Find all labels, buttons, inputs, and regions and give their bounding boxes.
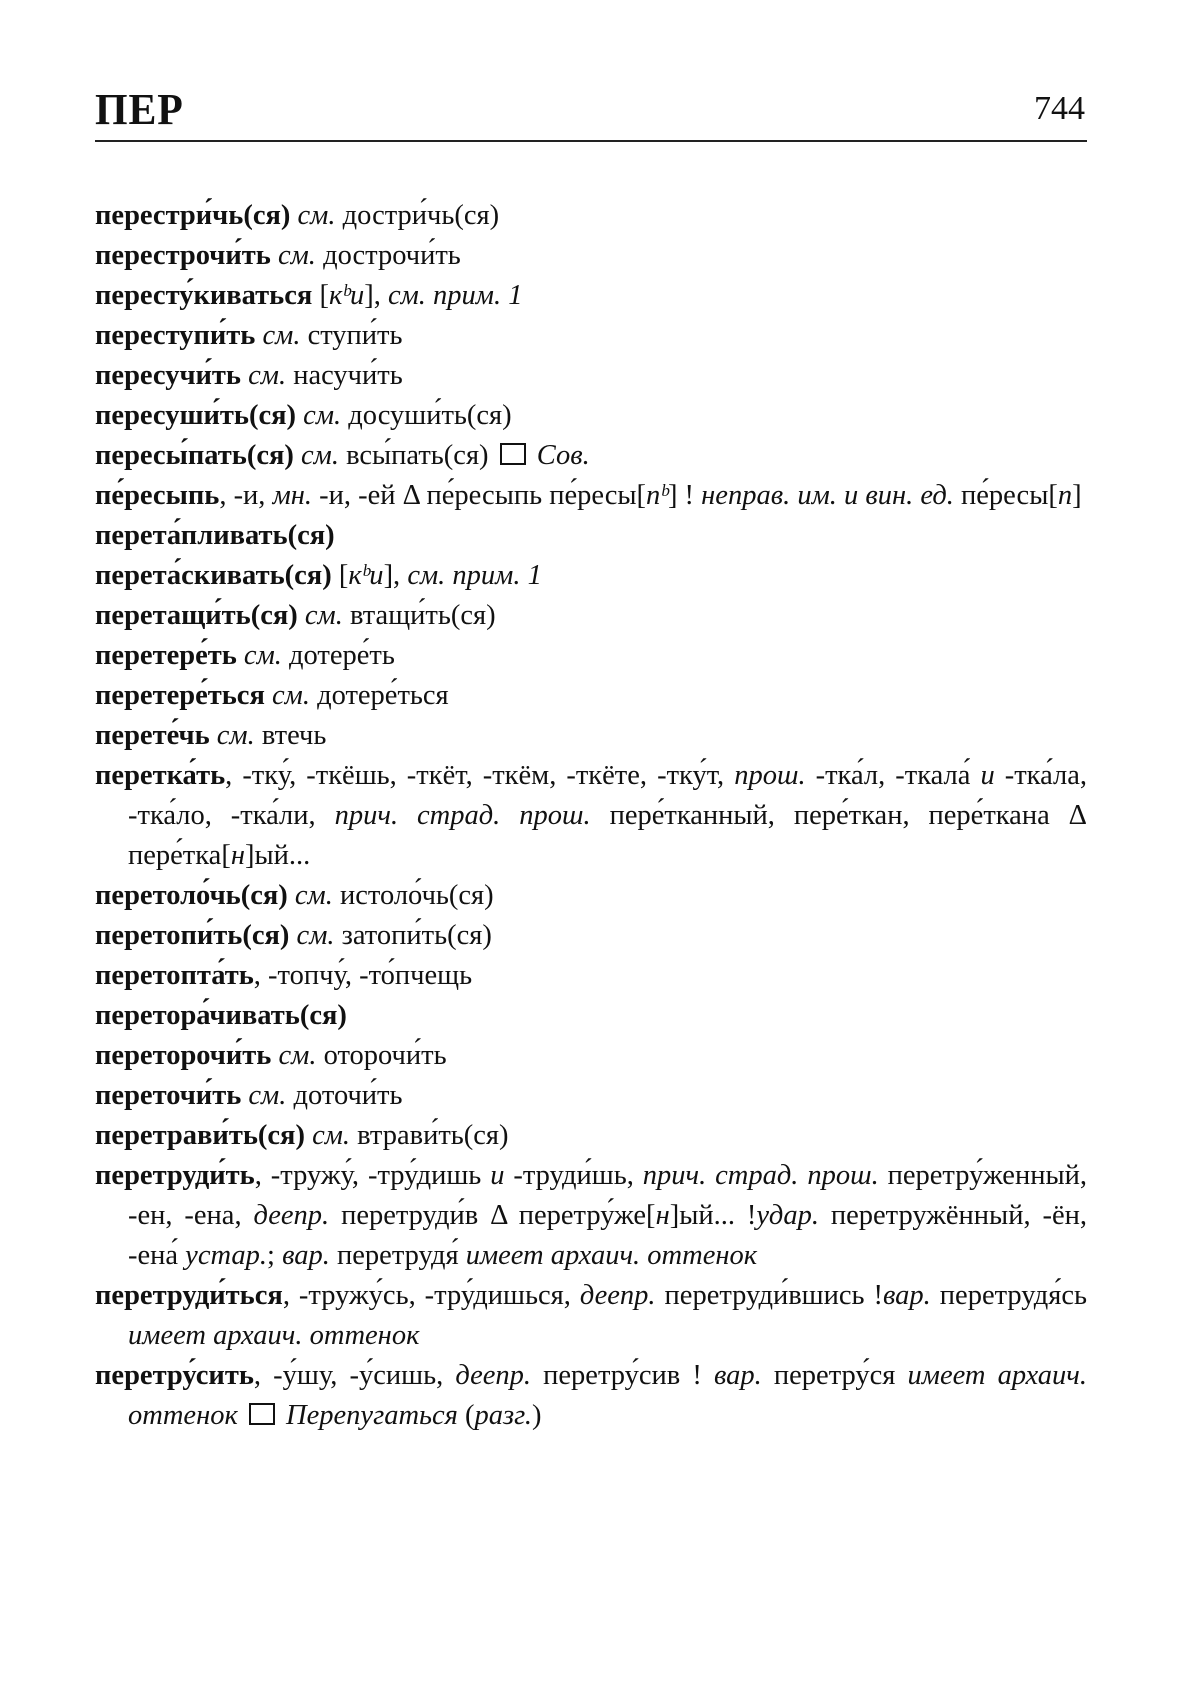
dictionary-entry (95, 1116, 1087, 1156)
label-italic: прич. страд. прош. (642, 1160, 879, 1191)
headword: перетопта́ть (95, 960, 254, 991)
square-icon (249, 1403, 275, 1425)
headword: перетоло́чь(ся) (95, 880, 288, 911)
entry-text (290, 200, 297, 231)
entry-text: оторочи́ть (316, 1040, 447, 1071)
entry-text: ] (1072, 480, 1082, 511)
headword: перете́чь (95, 720, 210, 751)
headword: перестрочи́ть (95, 240, 271, 271)
dictionary-entry (95, 956, 1087, 996)
label-italic: прош. (734, 760, 806, 791)
entry-text (265, 680, 272, 711)
headword: перетка́ть (95, 760, 226, 791)
entry-text: перетруди́в Δ перетру́же[ (329, 1200, 656, 1231)
entry-text: перетрудя́ (329, 1240, 466, 1271)
label-italic: см. (296, 920, 335, 951)
entry-text: ], (364, 280, 388, 311)
headword: перетопи́ть(ся) (95, 920, 290, 951)
entry-text: перетружённый, -ён, -ена́ (128, 1200, 1087, 1271)
headword: пересту́киваться (95, 280, 313, 311)
headword: перетащи́ть(ся) (95, 600, 298, 631)
label-italic: см. (271, 680, 310, 711)
headword: перетруди́ть (95, 1160, 255, 1191)
label-italic: прич. страд. прош. (334, 800, 591, 831)
entry-text: -тка́ла, -тка́ло, -тка́ли, (128, 760, 1087, 831)
dictionary-entry (95, 916, 1087, 956)
entry-text: ]ый... ! (669, 1200, 757, 1231)
entry-text: досуши́ть(ся) (341, 400, 512, 431)
entry-text: втрави́ть(ся) (350, 1120, 509, 1151)
label-italic: устар. (185, 1240, 268, 1271)
label-italic: н (655, 1200, 670, 1231)
entry-text (530, 440, 537, 471)
entry-text: дотере́ть (281, 640, 395, 671)
entry-text: -и, -ей Δ пе́ресыпь пе́ресы[ (312, 480, 647, 511)
label-italic: вар. (282, 1240, 330, 1271)
dictionary-entry (95, 316, 1087, 356)
entry-text: дотере́ться (309, 680, 449, 711)
entry-text: насучи́ть (286, 360, 403, 391)
headword: пересы́пать(ся) (95, 440, 294, 471)
entry-text: достри́чь(ся) (335, 200, 500, 231)
dictionary-entry (95, 876, 1087, 916)
label-italic: н (230, 840, 245, 871)
entry-text: [ (331, 560, 349, 591)
dictionary-entries (95, 196, 1087, 1436)
label-italic: и (980, 760, 995, 791)
entry-text (238, 1400, 245, 1431)
entry-text: ступи́ть (300, 320, 403, 351)
dictionary-entry (95, 196, 1087, 236)
label-italic: Перепугаться (286, 1400, 458, 1431)
entry-text: перетру́ся (761, 1360, 908, 1391)
label-italic: см. (303, 400, 342, 431)
entry-text: дострочи́ть (315, 240, 461, 271)
dictionary-entry (95, 1276, 1087, 1356)
entry-text: перетруди́вшись ! (655, 1280, 883, 1311)
label-italic: пᵇ (646, 480, 668, 511)
dictionary-entry (95, 756, 1087, 876)
dictionary-entry (95, 716, 1087, 756)
headword: перетруди́ться (95, 1280, 283, 1311)
label-italic: и вин. ед. (844, 480, 954, 511)
entry-text (279, 1400, 286, 1431)
entry-text: втечь (254, 720, 327, 751)
label-italic: см. (243, 640, 282, 671)
headword: перестри́чь(ся) (95, 200, 291, 231)
dictionary-entry (95, 276, 1087, 316)
headword: пе́ресыпь (95, 480, 220, 511)
label-italic: см. прим. 1 (407, 560, 542, 591)
label-italic: и (490, 1160, 505, 1191)
label-italic: см. прим. 1 (387, 280, 523, 311)
headword: переступи́ть (95, 320, 256, 351)
label-italic: кᵇи (348, 560, 384, 591)
dictionary-entry (95, 516, 1087, 556)
entry-text: втащи́ть(ся) (342, 600, 496, 631)
entry-text: всы́пать(ся) (338, 440, 496, 471)
dictionary-entry (95, 996, 1087, 1036)
entry-text: перетру́женный, -ен, -ена, (128, 1160, 1087, 1231)
entry-text: ], (383, 560, 408, 591)
entry-text: ) (532, 1400, 542, 1431)
dictionary-entry (95, 1156, 1087, 1276)
dictionary-entry (95, 1356, 1087, 1436)
entry-text: , -тку́, -ткёшь, -ткёт, -ткём, -ткёте, -тку́т, (225, 760, 735, 791)
label-italic: п (1057, 480, 1073, 511)
label-italic: деепр. (579, 1280, 656, 1311)
label-italic: см. (294, 880, 333, 911)
entry-text (298, 600, 305, 631)
label-italic: разг. (474, 1400, 533, 1431)
label-italic: см. (312, 1120, 351, 1151)
label-italic: Сов. (536, 440, 590, 471)
page-number: 744 (1034, 90, 1085, 127)
label-italic: см. (277, 240, 316, 271)
label-italic: см. (262, 320, 301, 351)
entry-text: ( (457, 1400, 475, 1431)
headword: переторочи́ть (95, 1040, 272, 1071)
label-italic: см. (297, 200, 336, 231)
dictionary-entry (95, 476, 1087, 516)
label-italic: неправ. им. (701, 480, 837, 511)
label-italic: вар. (713, 1360, 762, 1391)
label-italic: мн. (272, 480, 313, 511)
label-italic: см. (301, 440, 339, 471)
dictionary-entry (95, 356, 1087, 396)
entry-text: , -и, (219, 480, 273, 511)
entry-text: затопи́ть(ся) (334, 920, 492, 951)
headword: пересуши́ть(ся) (95, 400, 297, 431)
label-italic: см. (248, 1080, 287, 1111)
headword: перетора́чивать(ся) (95, 1000, 347, 1031)
label-italic: деепр. (253, 1200, 330, 1231)
entry-text: , -у́шу, -у́сишь, (253, 1360, 456, 1391)
entry-text: истоло́чь(ся) (332, 880, 494, 911)
headword: перетере́ться (95, 680, 265, 711)
headword: перетере́ть (95, 640, 237, 671)
entry-text: перетру́сив ! (531, 1360, 714, 1391)
label-italic: см. (304, 600, 343, 631)
label-italic: см. (278, 1040, 317, 1071)
entry-text (289, 920, 296, 951)
square-icon (500, 443, 526, 465)
entry-text: ] ! (667, 480, 702, 511)
entry-text (237, 640, 244, 671)
label-italic: имеет архаич. оттенок (465, 1240, 758, 1271)
entry-text: ; (267, 1240, 283, 1271)
entry-text: -труди́шь, (504, 1160, 643, 1191)
entry-text: [ (312, 280, 329, 311)
dictionary-entry (95, 1036, 1087, 1076)
entry-text: пере́тканный, пере́ткан, пере́ткана Δ пере́тка[ (128, 800, 1088, 871)
entry-text (305, 1120, 312, 1151)
entry-text: -тка́л, -ткала́ (805, 760, 981, 791)
entry-text: , -тружу́, -тру́дишь (254, 1160, 491, 1191)
entry-text (271, 1040, 278, 1071)
entry-text (271, 240, 278, 271)
entry-text: ]ый... (244, 840, 311, 871)
label-italic: см. (216, 720, 255, 751)
dictionary-entry (95, 676, 1087, 716)
headword: перетру́сить (95, 1360, 254, 1391)
label-italic: имеет архаич. оттенок (128, 1360, 1088, 1431)
headword: переточи́ть (95, 1080, 242, 1111)
entry-text: пе́ресы[ (953, 480, 1058, 511)
dictionary-entry (95, 236, 1087, 276)
entry-text (294, 440, 301, 471)
entry-text (837, 480, 844, 511)
header-rule (95, 140, 1087, 142)
label-italic: деепр. (455, 1360, 532, 1391)
entry-text: перетрудя́сь (930, 1280, 1087, 1311)
label-italic: вар. (883, 1280, 931, 1311)
label-italic: имеет архаич. оттенок (128, 1320, 420, 1351)
dictionary-entry (95, 556, 1087, 596)
label-italic: удар. (756, 1200, 819, 1231)
entry-text: , -тружу́сь, -тру́дишься, (282, 1280, 580, 1311)
headword: пересучи́ть (95, 360, 242, 391)
dictionary-entry (95, 396, 1087, 436)
entry-text (210, 720, 217, 751)
entry-text: доточи́ть (286, 1080, 403, 1111)
headword: перета́пливать(ся) (95, 520, 335, 551)
dictionary-entry (95, 436, 1087, 476)
dictionary-entry (95, 596, 1087, 636)
dictionary-entry (95, 636, 1087, 676)
running-head: ПЕР (95, 85, 184, 134)
label-italic: см. (248, 360, 287, 391)
entry-text (288, 880, 295, 911)
label-italic: кᵇи (328, 280, 365, 311)
headword: перета́скивать(ся) (95, 560, 332, 591)
dictionary-entry (95, 1076, 1087, 1116)
entry-text: , -топчу́, -то́пчещь (253, 960, 473, 991)
page-header (95, 84, 1085, 140)
headword: перетрави́ть(ся) (95, 1120, 305, 1151)
